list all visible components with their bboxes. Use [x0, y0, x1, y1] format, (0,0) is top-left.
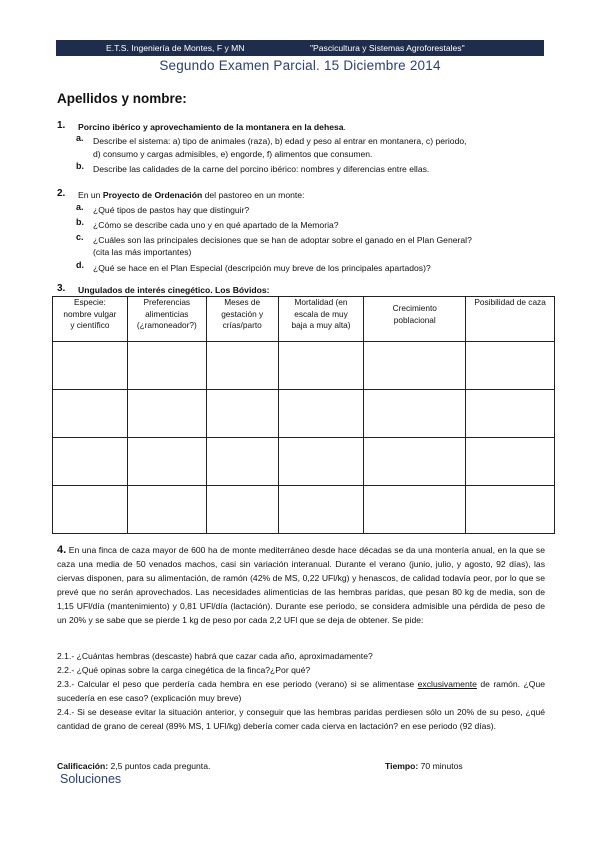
- column-header: Especie: nombre vulgar y científico: [53, 297, 128, 342]
- table-header-row: [53, 297, 555, 342]
- grading-note: Calificación: 2,5 puntos cada pregunta.: [57, 761, 211, 771]
- header-course: "Pascicultura y Sistemas Agroforestales": [310, 43, 465, 53]
- table-row: [53, 486, 555, 534]
- question-title: Proyecto de Ordenación: [102, 190, 203, 200]
- question-4-statement: 4. En una finca de caza mayor de 600 ha de monte mediterráneo desde hace décadas se da una montería anual, en la que se caza una media de 50 venados machos, casi sin variación interanual. Durante el verano (junio, julio, y agosto, 92 días), las ciervas disponen, para su alimentación, de ramón (42% de MS, 0,22 UFl/kg) y henascos, de calidad todavía peor, por lo que se prevé que no serán aprovechados. Las necesidades alimenticias de las hembras paridas, que pesan 80 kg de media, son de 1,15 UFl/día (mantenimiento) y 0,81 UFl/día (lactación). Durante ese periodo, se considera admisible una pérdida de peso de un 20% y se sabe que se pierde 1 kg de peso por cada 2,2 UFl que se deja de obtener. Se pide:: [57, 544, 545, 625]
- question-number: 4.: [57, 544, 67, 556]
- item-a-line2: d) consumo y cargas admisibles, e) engorde, f) alimentos que consumen.: [93, 149, 373, 159]
- column-header: Crecimiento poblacional: [364, 297, 466, 342]
- item-c-line2: (cita las más importantes): [93, 247, 192, 257]
- column-header: Meses de gestación y crías/parto: [206, 297, 278, 342]
- column-header: Mortalidad (en escala de muy baja a muy alta): [278, 297, 364, 342]
- exam-title: Segundo Examen Parcial. 15 Diciembre 2014: [159, 58, 441, 73]
- item-c-line1: ¿Cuáles son las principales decisiones que se han de adoptar sobre el ganado en el Plan General?: [93, 235, 472, 245]
- item-a: ¿Qué tipos de pastos hay que distinguir?: [93, 205, 250, 215]
- item-b: Describe las calidades de la carne del porcino ibérico: nombres y diferencias entre ellas.: [93, 164, 430, 174]
- item-b: ¿Cómo se describe cada uno y en qué apartado de la Memoria?: [93, 220, 339, 230]
- subquestion-2-3: 2.3.- Calcular el peso que perdería cada hembra en ese periodo (verano) si se alimentase exclusivamente de ramón. ¿Que sucedería en ese caso? (explicación muy breve): [57, 679, 546, 703]
- table-row: [53, 390, 555, 438]
- question-4-parts: [57, 649, 545, 733]
- question-number: 1.: [57, 120, 66, 131]
- table-row: [53, 438, 555, 486]
- subquestion-2-4: 2.4.- Si se desease evitar la situación anterior, y conseguir que las hembras paridas perdiesen sólo un 20% de su peso, ¿qué cantidad de grano de cereal (89% MS, 1 UFl/kg) debería comer cada cierva en lactación? en ese periodo (92 días).: [57, 707, 545, 731]
- solutions-link[interactable]: Soluciones: [60, 772, 122, 786]
- header-bar: [56, 40, 544, 56]
- column-header: Posibilidad de caza: [466, 297, 555, 342]
- item-d: ¿Qué se hace en el Plan Especial (descripción muy breve de los principales apartados)?: [93, 263, 431, 273]
- bovids-table: [52, 296, 555, 534]
- column-header: Preferencias alimenticias (¿ramoneador?): [127, 297, 206, 342]
- question-number: 3.: [57, 283, 66, 294]
- header-school: E.T.S. Ingeniería de Montes, F y MN: [106, 43, 245, 53]
- table-row: [53, 342, 555, 390]
- question-title: Ungulados de interés cinegético. Los Bóvidos: [78, 285, 267, 295]
- subquestion-2-2: 2.2.- ¿Qué opinas sobre la carga cinegética de la finca?¿Por qué?: [57, 665, 311, 675]
- question-number: 2.: [57, 188, 66, 199]
- name-label: Apellidos y nombre:: [57, 91, 187, 106]
- time-note: Tiempo: 70 minutos: [385, 761, 463, 771]
- question-title: Porcino ibérico y aprovechamiento de la montanera en la dehesa: [78, 122, 344, 132]
- subquestion-2-1: 2.1.- ¿Cuántas hembras (descaste) habrá que cazar cada año, aproximadamente?: [57, 651, 373, 661]
- item-a-line1: Describe el sistema: a) tipo de animales (raza), b) edad y peso al entrar en montanera, c) periodo,: [93, 136, 467, 146]
